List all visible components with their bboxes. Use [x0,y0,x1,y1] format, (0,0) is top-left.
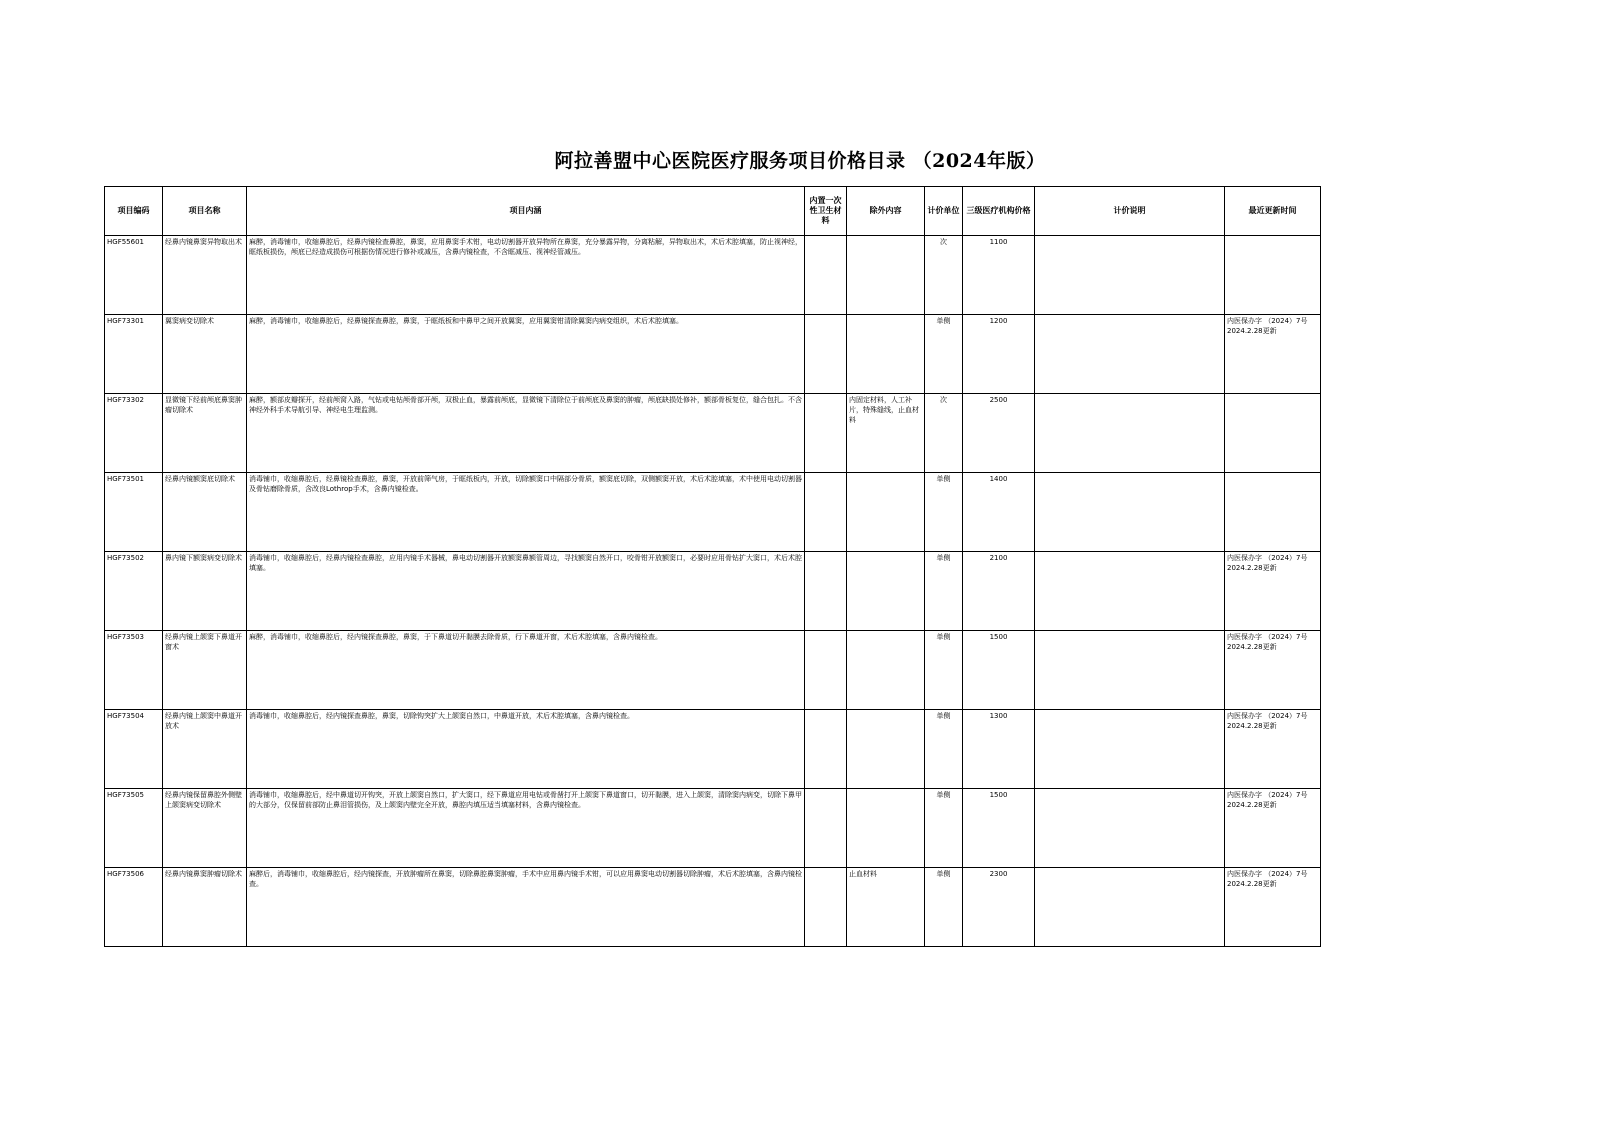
cell-unit: 次 [925,394,963,473]
cell-unit: 次 [925,236,963,315]
table-row [105,552,1321,631]
cell-note [1035,473,1225,552]
header-included-materials: 内置一次性卫生材料 [805,187,847,236]
table-row [105,631,1321,710]
cell-code: HGF73302 [105,394,163,473]
cell-name: 经鼻内镜保留鼻腔外侧壁上颌窦病变切除术 [163,789,247,868]
cell-price: 1500 [963,631,1035,710]
cell-content: 麻醉，额部皮瓣探开，经前颅窝入路，气钻或电钻颅骨部开颅，双极止血，暴露前颅底，显微镜下清除位于前颅底及鼻窦的肿瘤，颅底缺损处修补，额部骨板复位，缝合包扎。不含神经外科手术导航引导、神经电生理监测。 [247,394,805,473]
cell-name: 经鼻内镜上颌窦中鼻道开放术 [163,710,247,789]
cell-included-materials [805,473,847,552]
cell-code: HGF73504 [105,710,163,789]
cell-unit: 单侧 [925,473,963,552]
cell-content: 麻醉，消毒铺巾，收缩鼻腔后，经鼻镜探查鼻腔，鼻窦，于眶纸板和中鼻甲之间开放翼窦，应用翼窦钳清除翼窦内病变组织，术后术腔填塞。 [247,315,805,394]
header-content: 项目内涵 [247,187,805,236]
cell-content: 麻醉，消毒铺巾，收缩鼻腔后，经内镜探查鼻腔，鼻窦，于下鼻道切开黏膜去除骨质，行下鼻道开窗，术后术腔填塞，含鼻内镜检查。 [247,631,805,710]
cell-included-materials [805,868,847,947]
table-body [105,236,1321,947]
cell-content: 麻醉后，消毒铺巾，收缩鼻腔后，经内镜探查，开放肿瘤所在鼻窦，切除鼻腔鼻窦肿瘤，手术中应用鼻内镜手术钳，可以应用鼻窦电动切割器切除肿瘤，术后术腔填塞，含鼻内镜检查。 [247,868,805,947]
cell-updated: 内医保办字 （2024）7号 2024.2.28更新 [1225,789,1321,868]
cell-price: 1200 [963,315,1035,394]
header-price: 三级医疗机构价格 [963,187,1035,236]
cell-unit: 单侧 [925,552,963,631]
cell-included-materials [805,394,847,473]
cell-note [1035,868,1225,947]
cell-included-materials [805,236,847,315]
table-header [105,187,1321,236]
cell-included-materials [805,552,847,631]
cell-updated [1225,473,1321,552]
cell-updated: 内医保办字 （2024）7号 2024.2.28更新 [1225,552,1321,631]
cell-code: HGF73503 [105,631,163,710]
cell-content: 消毒铺巾，收缩鼻腔后，经中鼻道切开钩突，开放上颌窦自然口，扩大窦口，经下鼻道应用电钻或骨凿打开上颌窦下鼻道窗口，切开黏膜，进入上颌窦，清除窦内病变，切除下鼻甲的大部分，仅保留前部防止鼻泪管损伤，及上颌窦内壁完全开放，鼻腔内填压适当填塞材料，含鼻内镜检查。 [247,789,805,868]
cell-name: 鼻内镜下额窦病变切除术 [163,552,247,631]
header-name: 项目名称 [163,187,247,236]
cell-code: HGF55601 [105,236,163,315]
cell-excluded [847,473,925,552]
cell-updated [1225,236,1321,315]
cell-name: 经鼻内镜鼻窦异物取出术 [163,236,247,315]
cell-price: 2300 [963,868,1035,947]
cell-unit: 单侧 [925,315,963,394]
cell-price: 1100 [963,236,1035,315]
table-row [105,315,1321,394]
cell-code: HGF73502 [105,552,163,631]
cell-excluded: 止血材料 [847,868,925,947]
table-row [105,394,1321,473]
cell-note [1035,789,1225,868]
header-note: 计价说明 [1035,187,1225,236]
cell-updated: 内医保办字 （2024）7号 2024.2.28更新 [1225,315,1321,394]
cell-unit: 单侧 [925,631,963,710]
cell-name: 翼窦病变切除术 [163,315,247,394]
header-code: 项目编码 [105,187,163,236]
cell-price: 1300 [963,710,1035,789]
table-row [105,236,1321,315]
cell-note [1035,315,1225,394]
cell-content: 消毒铺巾，收缩鼻腔后，经鼻镜检查鼻腔，鼻窦，开放前筛气房，于眶纸板内，开放，切除额窦口中隔部分骨质，额窦底切除，双侧额窦开放，术后术腔填塞，术中使用电动切割器及骨钻磨除骨质，含改良Lothrop手术，含鼻内镜检查。 [247,473,805,552]
cell-name: 显微镜下经前颅底鼻窦肿瘤切除术 [163,394,247,473]
header-unit: 计价单位 [925,187,963,236]
cell-price: 2500 [963,394,1035,473]
cell-included-materials [805,710,847,789]
cell-note [1035,236,1225,315]
cell-note [1035,394,1225,473]
cell-included-materials [805,631,847,710]
table-row [105,789,1321,868]
cell-excluded [847,315,925,394]
cell-code: HGF73501 [105,473,163,552]
cell-excluded [847,552,925,631]
document-title: 阿拉善盟中心医院医疗服务项目价格目录 （2024年版） [554,150,1046,172]
table-row [105,710,1321,789]
cell-updated: 内医保办字 （2024）7号 2024.2.28更新 [1225,868,1321,947]
cell-updated [1225,394,1321,473]
cell-note [1035,552,1225,631]
cell-unit: 单侧 [925,710,963,789]
cell-price: 1500 [963,789,1035,868]
table-row [105,868,1321,947]
cell-price: 2100 [963,552,1035,631]
cell-excluded [847,710,925,789]
table-row [105,473,1321,552]
price-table [104,186,1321,947]
cell-content: 消毒铺巾，收缩鼻腔后，经内镜探查鼻腔，鼻窦，切除钩突扩大上颌窦自然口，中鼻道开放，术后术腔填塞，含鼻内镜检查。 [247,710,805,789]
cell-included-materials [805,789,847,868]
cell-content: 消毒铺巾，收缩鼻腔后，经鼻内镜检查鼻腔，应用内镜手术器械，鼻电动切割器开放额窦鼻额管周边，寻找额窦自然开口，咬骨钳开放额窦口，必要时应用骨钻扩大窦口，术后术腔填塞。 [247,552,805,631]
cell-code: HGF73506 [105,868,163,947]
cell-excluded: 内固定材料，人工补片，特殊缝线，止血材料 [847,394,925,473]
cell-unit: 单侧 [925,789,963,868]
cell-name: 经鼻内镜鼻窦肿瘤切除术 [163,868,247,947]
cell-name: 经鼻内镜上颌窦下鼻道开窗术 [163,631,247,710]
cell-excluded [847,631,925,710]
cell-updated: 内医保办字 （2024）7号 2024.2.28更新 [1225,631,1321,710]
cell-included-materials [805,315,847,394]
cell-price: 1400 [963,473,1035,552]
cell-content: 麻醉，消毒铺巾，收缩鼻腔后，经鼻内镜检查鼻腔，鼻窦，应用鼻窦手术钳，电动切割器开放异物所在鼻窦，充分暴露异物，分离粘解，异物取出术，术后术腔填塞，防止视神经，眶纸板损伤，颅底已经造成损伤可根据伤情况进行修补或减压，含鼻内镜检查，不含眶减压、视神经管减压。 [247,236,805,315]
cell-code: HGF73505 [105,789,163,868]
cell-updated: 内医保办字 （2024）7号 2024.2.28更新 [1225,710,1321,789]
cell-name: 经鼻内镜额窦底切除术 [163,473,247,552]
cell-note [1035,631,1225,710]
cell-note [1035,710,1225,789]
header-updated: 最近更新时间 [1225,187,1321,236]
header-excluded: 除外内容 [847,187,925,236]
cell-code: HGF73301 [105,315,163,394]
cell-excluded [847,789,925,868]
cell-excluded [847,236,925,315]
cell-unit: 单侧 [925,868,963,947]
